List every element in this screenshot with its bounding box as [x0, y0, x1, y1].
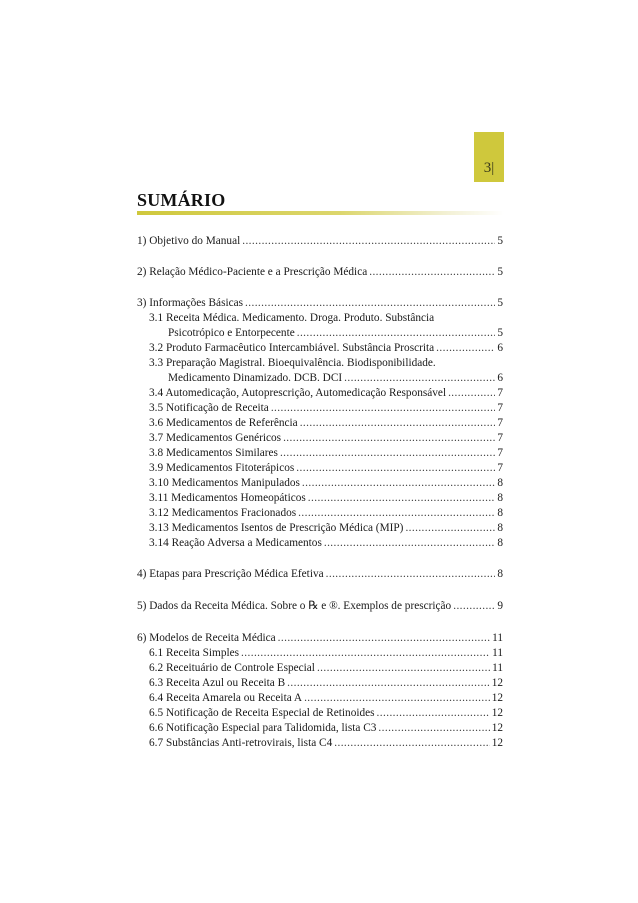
- toc-entry-5: [137, 599, 503, 613]
- toc-page: 12: [491, 722, 503, 734]
- toc-label: 6.5 Notificação de Receita Especial de Retinoides: [149, 707, 375, 719]
- toc-label: 3.14 Reação Adversa a Medicamentos: [149, 537, 322, 549]
- toc-label: 3) Informações Básicas: [137, 297, 244, 309]
- toc-entry-6-7: [137, 736, 503, 750]
- toc-page: 7: [497, 387, 503, 399]
- toc-page: 12: [491, 707, 503, 719]
- toc-label: 6) Modelos de Receita Médica: [137, 632, 276, 644]
- toc-leader: [280, 446, 495, 460]
- toc-page: 7: [497, 417, 503, 429]
- toc-page: 9: [497, 600, 503, 612]
- toc-entry-2: [137, 265, 503, 279]
- toc-label: 6.4 Receita Amarela ou Receita A: [149, 692, 303, 704]
- toc-leader: [302, 476, 495, 490]
- toc-label: 2) Relação Médico-Paciente e a Prescrição Médica: [137, 266, 368, 278]
- toc-label: 6.3 Receita Azul ou Receita B: [149, 677, 286, 689]
- page-title: SUMÁRIO: [137, 190, 226, 210]
- toc-page: 8: [497, 507, 503, 519]
- toc-leader: [287, 676, 490, 690]
- toc-page: 5: [497, 235, 503, 247]
- toc-entry-3-7: [137, 431, 503, 445]
- toc-entry-6-4: [137, 691, 503, 705]
- toc-page: 7: [497, 402, 503, 414]
- toc-entry-3-5: [137, 401, 503, 415]
- toc-leader: [242, 234, 495, 248]
- toc-leader: [300, 416, 496, 430]
- toc-page: 8: [497, 568, 503, 580]
- toc-page: 7: [497, 462, 503, 474]
- toc-page: 11: [492, 662, 503, 674]
- toc-page: 6: [497, 342, 503, 354]
- toc-leader: [369, 265, 495, 279]
- toc-leader: [377, 706, 490, 720]
- toc-label: 1) Objetivo do Manual: [137, 235, 241, 247]
- toc-leader: [308, 491, 496, 505]
- toc-entry-3-4: [137, 386, 503, 400]
- toc-leader: [344, 371, 495, 385]
- toc-page: 8: [497, 492, 503, 504]
- toc-leader: [297, 326, 496, 340]
- toc-entry-3-1: [137, 326, 503, 340]
- toc-leader: [378, 721, 489, 735]
- toc-label: 3.4 Automedicação, Autoprescrição, Automedicação Responsável: [149, 387, 447, 399]
- toc-leader: [436, 341, 495, 355]
- toc-label: 6.7 Substâncias Anti-retrovirais, lista C4: [149, 737, 333, 749]
- toc-page: 7: [497, 432, 503, 444]
- toc-entry-3-1-line1: 3.1 Receita Médica. Medicamento. Droga. Produto. Substância: [149, 312, 435, 324]
- toc-leader: [326, 567, 496, 581]
- toc-leader: [324, 536, 495, 550]
- toc-label: 6.6 Notificação Especial para Talidomida, lista C3: [149, 722, 377, 734]
- toc-label: 3.2 Produto Farmacêutico Intercambiável. Substância Proscrita: [149, 342, 435, 354]
- toc-label: 3.8 Medicamentos Similares: [149, 447, 278, 459]
- toc-label: 3.12 Medicamentos Fracionados: [149, 507, 297, 519]
- toc-leader: [241, 646, 490, 660]
- toc-entry-6-6: [137, 721, 503, 735]
- toc-leader: [296, 461, 495, 475]
- toc-label: 3.11 Medicamentos Homeopáticos: [149, 492, 306, 504]
- toc-label: Psicotrópico e Entorpecente: [168, 327, 295, 339]
- toc-page: 12: [491, 677, 503, 689]
- toc-page: 12: [491, 737, 503, 749]
- toc-page: 6: [497, 372, 503, 384]
- toc-label: Medicamento Dinamizado. DCB. DCI: [168, 372, 343, 384]
- toc-leader: [334, 736, 489, 750]
- toc-label: 6.1 Receita Simples: [149, 647, 240, 659]
- toc-entry-6-3: [137, 676, 503, 690]
- toc-page: 5: [497, 327, 503, 339]
- toc-entry-3-2: [137, 341, 503, 355]
- toc-page: 8: [497, 477, 503, 489]
- toc-leader: [278, 631, 490, 645]
- toc-entry-1: [137, 234, 503, 248]
- toc-leader: [317, 661, 490, 675]
- toc-label: 3.13 Medicamentos Isentos de Prescrição Médica (MIP): [149, 522, 404, 534]
- toc-entry-3-14: [137, 536, 503, 550]
- toc-page: 11: [492, 632, 503, 644]
- toc-entry-3-6: [137, 416, 503, 430]
- toc-entry-3-8: [137, 446, 503, 460]
- toc-entry-3: [137, 296, 503, 310]
- toc-entry-3-3: [137, 371, 503, 385]
- toc-page: 5: [497, 297, 503, 309]
- toc-entry-3-11: [137, 491, 503, 505]
- toc-label: 5) Dados da Receita Médica. Sobre o ℞ e ®. Exemplos de prescrição: [137, 600, 452, 612]
- toc-entry-3-12: [137, 506, 503, 520]
- toc-label: 3.6 Medicamentos de Referência: [149, 417, 298, 429]
- toc-leader: [245, 296, 495, 310]
- toc-entry-3-13: [137, 521, 503, 535]
- page-number: 3|: [483, 160, 495, 176]
- toc-entry-4: [137, 567, 503, 581]
- toc-page: 7: [497, 447, 503, 459]
- toc-page: 8: [497, 522, 503, 534]
- toc-label: 4) Etapas para Prescrição Médica Efetiva: [137, 568, 324, 580]
- toc-entry-6-5: [137, 706, 503, 720]
- toc-leader: [453, 599, 495, 613]
- toc-leader: [448, 386, 495, 400]
- toc-label: 3.10 Medicamentos Manipulados: [149, 477, 300, 489]
- toc-entry-3-3-line1: 3.3 Preparação Magistral. Bioequivalência. Biodisponibilidade.: [149, 357, 436, 369]
- toc-label: 3.9 Medicamentos Fitoterápicos: [149, 462, 295, 474]
- toc-entry-6-1: [137, 646, 503, 660]
- toc-page: 11: [492, 647, 503, 659]
- toc-page: 5: [497, 266, 503, 278]
- toc-leader: [405, 521, 495, 535]
- toc-leader: [298, 506, 495, 520]
- toc-leader: [304, 691, 490, 705]
- toc-entry-3-9: [137, 461, 503, 475]
- toc-label: 6.2 Receituário de Controle Especial: [149, 662, 315, 674]
- toc-entry-6-2: [137, 661, 503, 675]
- toc-page: 12: [491, 692, 503, 704]
- toc-leader: [283, 431, 495, 445]
- toc-entry-3-10: [137, 476, 503, 490]
- toc-leader: [271, 401, 496, 415]
- title-underline: [137, 211, 504, 215]
- toc-entry-6: [137, 631, 503, 645]
- toc-label: 3.7 Medicamentos Genéricos: [149, 432, 282, 444]
- toc-label: 3.5 Notificação de Receita: [149, 402, 269, 414]
- toc-page: 8: [497, 537, 503, 549]
